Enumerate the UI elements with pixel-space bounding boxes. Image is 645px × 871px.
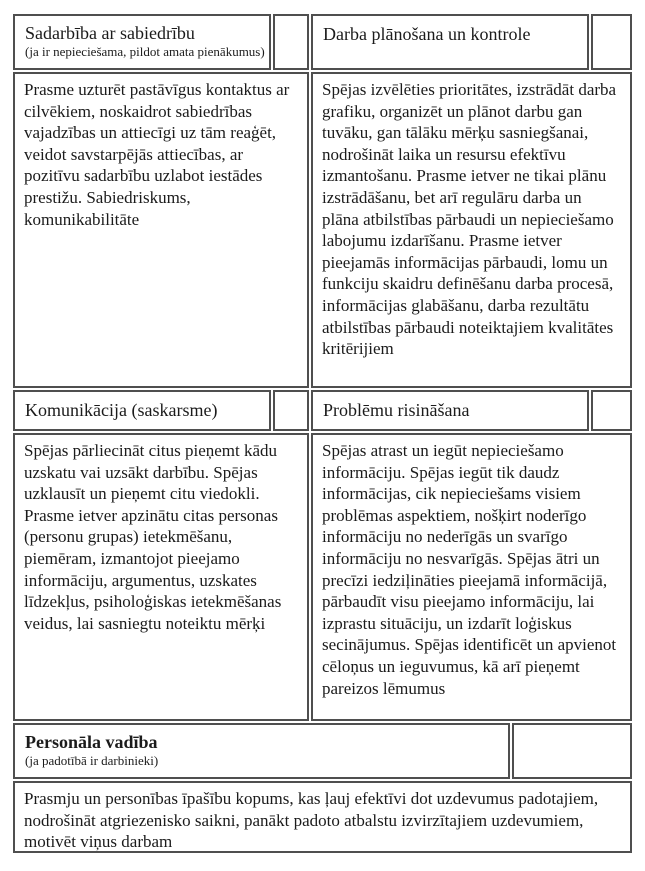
rating-box-darba-planosana	[591, 14, 632, 70]
competency-title-darba-planosana: Darba plānošana un kontrole	[323, 24, 531, 44]
rating-box-komunikacija	[273, 390, 309, 431]
competency-subtitle-sadarbiba: (ja ir nepieciešama, pildot amata pienākumus)	[25, 44, 265, 59]
competency-description-komunikacija: Spējas pārliecināt citus pieņemt kādu uzskatu vai uzsākt darbību. Spējas uzklausīt un pieņemt citu viedokli. Prasme ietver apzinātu citas personas (personu grupas) ietekmēšanu, piemēram, izmantojot pieejamo informāciju, argumentus, uzskates līdzekļus, psiholoģiskas ietekmēšanas veidus, lai sasniegtu noteiktu mērķi	[13, 433, 309, 721]
header-cell-komunikacija	[13, 390, 271, 431]
description-row-2	[13, 433, 632, 721]
description-row-1	[13, 72, 632, 388]
rating-box-personala-vadiba	[512, 723, 632, 779]
header-cell-problemu-risinasana	[311, 390, 589, 431]
competency-title-komunikacija: Komunikācija (saskarsme)	[25, 400, 218, 420]
competency-subtitle-personala-vadiba: (ja padotībā ir darbinieki)	[25, 753, 159, 768]
rating-box-problemu-risinasana	[591, 390, 632, 431]
header-row-3	[13, 723, 632, 779]
description-row-3	[13, 781, 632, 853]
competency-description-sadarbiba: Prasme uzturēt pastāvīgus kontaktus ar cilvēkiem, noskaidrot sabiedrības vajadzības un attiecīgi uz tām reaģēt, veidot savstarpējās attiecības, ar pozitīvu sadarbību uzlabot iestādes prestižu. Sabiedriskums, komunikabilitāte	[13, 72, 309, 388]
header-row-1	[13, 14, 632, 70]
competency-description-personala-vadiba: Prasmju un personības īpašību kopums, kas ļauj efektīvi dot uzdevumus padotajiem, nodrošināt atgriezenisko saikni, panākt padoto atbalstu izvirzītajiem uzdevumiem, motivēt viņus darbam	[13, 781, 632, 853]
competency-description-darba-planosana: Spējas izvēlēties prioritātes, izstrādāt darba grafiku, organizēt un plānot darbu gan tuvāku, gan tālāku mērķu sasniegšanai, nodrošināt laika un resursu efektīvu izmantošanu. Prasme ietver ne tikai plānu izstrādāšanu, bet arī regulāru darba un plāna atbilstības pārbaudi un nepieciešamo labojumu izdarīšanu. Prasme ietver pieejamās informācijas pārbaudi, lomu un funkciju skaidru definēšanu darba procesā, informācijas glabāšanu, darba rezultātu atbilstības pārbaudi noteiktajiem kvalitātes kritērijiem	[311, 72, 632, 388]
competency-description-problemu-risinasana: Spējas atrast un iegūt nepieciešamo informāciju. Spējas iegūt tik daudz informācijas, cik nepieciešams visiem problēmas aspektiem, nošķirt noderīgo informāciju no nederīgās un svarīgo informāciju no nesvarīgās. Spējas ātri un precīzi iedziļināties pieejamā informācijā, pārbaudīt visu pieejamo informāciju, lai izprastu situāciju, un izdarīt loģiskus secinājumus. Spējas identificēt un apvienot cēloņus un ieguvumus, kā arī pieņemt pareizos lēmumus	[311, 433, 632, 721]
header-cell-sadarbiba	[13, 14, 271, 70]
rating-box-sadarbiba	[273, 14, 309, 70]
header-cell-personala-vadiba	[13, 723, 510, 779]
competency-title-personala-vadiba: Personāla vadība	[25, 732, 158, 752]
header-row-2	[13, 390, 632, 431]
competency-title-problemu-risinasana: Problēmu risināšana	[323, 400, 470, 420]
header-cell-darba-planosana	[311, 14, 589, 70]
competency-table	[13, 14, 632, 853]
competency-title-sadarbiba: Sadarbība ar sabiedrību	[25, 23, 195, 43]
